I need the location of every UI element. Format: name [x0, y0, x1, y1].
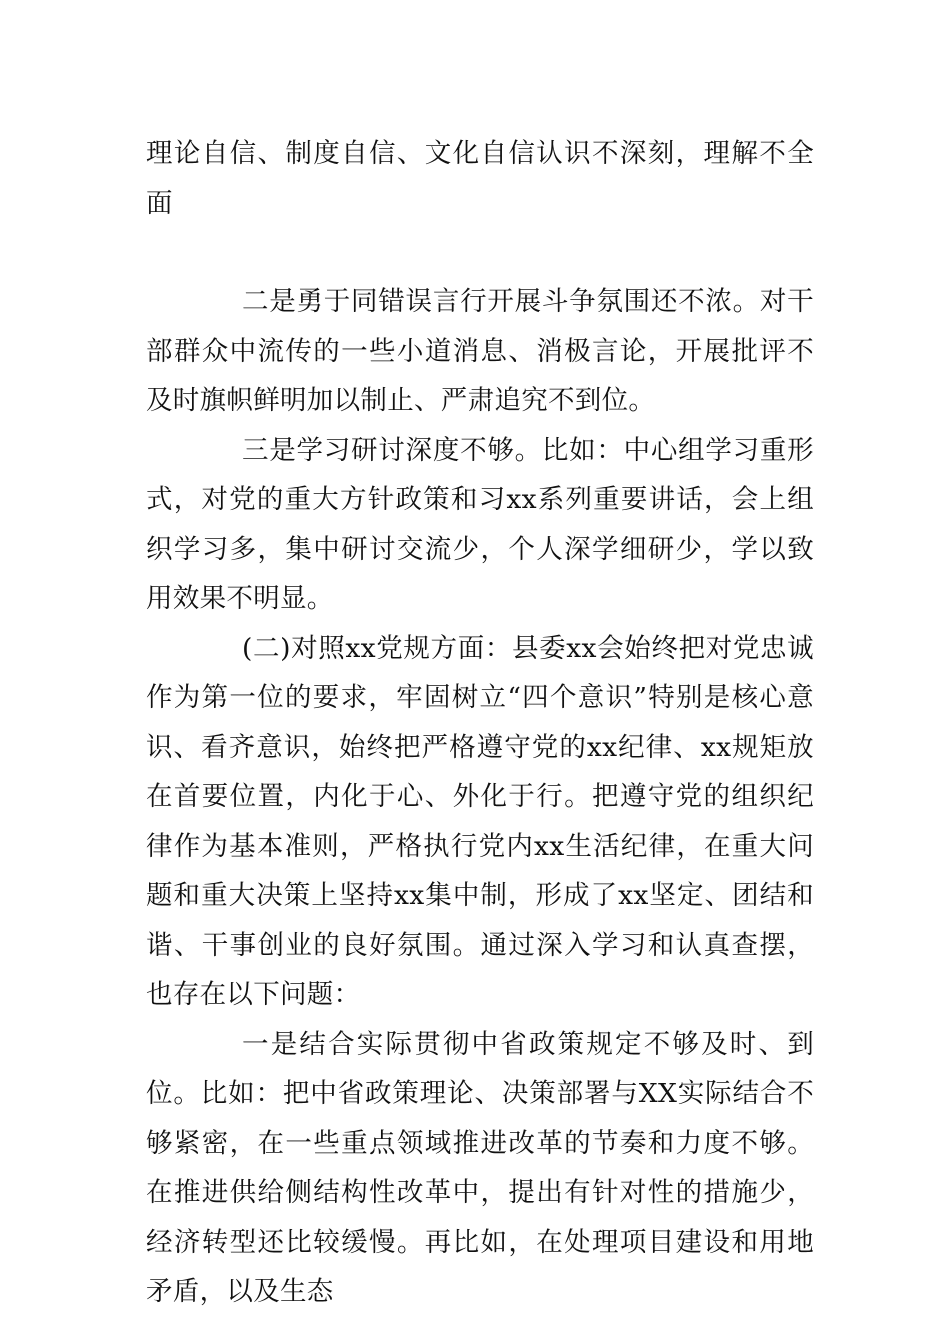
paragraph-section-two: (二)对照xx党规方面：县委xx会始终把对党忠诚作为第一位的要求，牢固树立“四个意识”特别是核心意识、看齐意识，始终把严格遵守党的xx纪律、xx规矩放在首要位置，内化于心、外化于行。把遵守党的组织纪律作为基本准则，严格执行党内xx生活纪律，在重大问题和重大决策上坚持xx集中制，形成了xx坚定、团结和谐、干事创业的良好氛围。通过深入学习和认真查摆，也存在以下问题： [146, 632, 814, 1010]
paragraph-continuation: 理论自信、制度自信、文化自信认识不深刻，理解不全面 [146, 138, 814, 219]
document-body [146, 129, 814, 1317]
paragraph-point-two: 二是勇于同错误言行开展斗争氛围还不浓。对干部群众中流传的一些小道消息、消极言论，开展批评不及时旗帜鲜明加以制止、严肃追究不到位。 [146, 286, 814, 416]
paragraph-point-one: 一是结合实际贯彻中省政策规定不够及时、到位。比如：把中省政策理论、决策部署与XX实际结合不够紧密，在一些重点领域推进改革的节奏和力度不够。在推进供给侧结构性改革中，提出有针对性的措施少，经济转型还比较缓慢。再比如，在处理项目建设和用地矛盾，以及生态 [146, 1028, 814, 1307]
paragraph-point-three: 三是学习研讨深度不够。比如：中心组学习重形式，对党的重大方针政策和习xx系列重要讲话，会上组织学习多，集中研讨交流少，个人深学细研少，学以致用效果不明显。 [146, 434, 814, 614]
